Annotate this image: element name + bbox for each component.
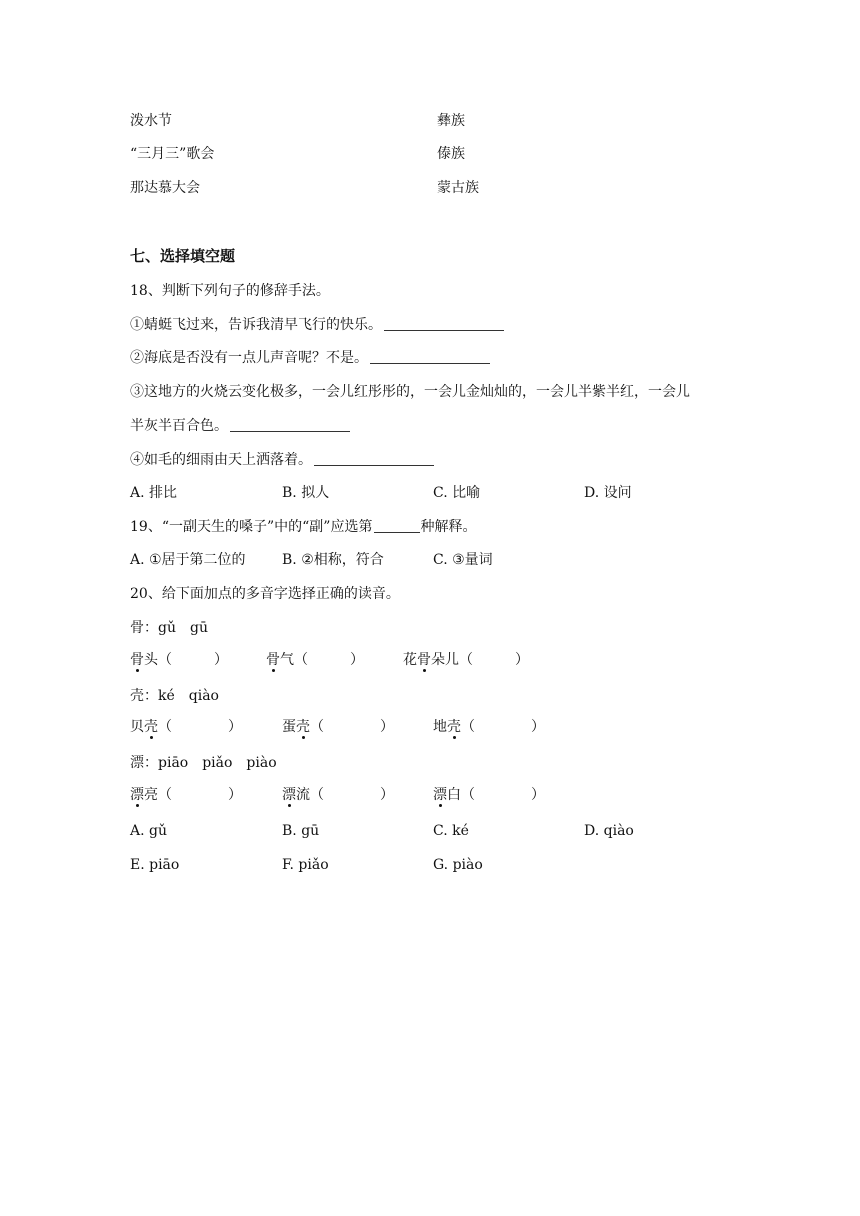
match-left-2: “三月三”歌会 bbox=[130, 146, 215, 162]
q19-blank[interactable] bbox=[374, 518, 420, 533]
q18-sentence-4 bbox=[130, 450, 434, 470]
dotted-char: 骨 bbox=[417, 652, 431, 668]
q20-ke-word-1[interactable] bbox=[130, 717, 242, 737]
q20-piao-label: 漂：piāo piǎo piào bbox=[130, 755, 277, 771]
dotted-char: 骨 bbox=[266, 652, 280, 668]
q18-s4-text: ④如毛的细雨由天上洒落着。 bbox=[130, 452, 312, 468]
q20-ke-label: 壳：ké qiào bbox=[130, 688, 219, 704]
word-pre: 花 bbox=[403, 652, 417, 668]
dotted-char: 骨 bbox=[130, 652, 144, 668]
section-title: 七、选择填空题 bbox=[130, 247, 236, 265]
q20-ke-word-2[interactable] bbox=[282, 717, 394, 737]
q18-sentence-1 bbox=[130, 315, 504, 335]
match-right-2: 傣族 bbox=[437, 146, 465, 162]
word-post: 气（ ） bbox=[280, 652, 364, 668]
match-right-3: 蒙古族 bbox=[437, 180, 479, 196]
q20-piao-word-2[interactable] bbox=[282, 785, 394, 805]
q18-s2-blank[interactable] bbox=[370, 349, 490, 364]
q18-sentence-3b bbox=[130, 416, 350, 436]
word-post: 亮（ ） bbox=[144, 787, 242, 803]
q20-option-c[interactable]: C. ké bbox=[433, 823, 469, 839]
q18-option-d[interactable]: D. 设问 bbox=[584, 485, 632, 501]
q20-option-d[interactable]: D. qiào bbox=[584, 823, 634, 839]
word-post: （ ） bbox=[158, 719, 242, 735]
word-post: 流（ ） bbox=[296, 787, 394, 803]
q20-gu-label: 骨：gǔ gū bbox=[130, 620, 208, 636]
q20-stem: 20、给下面加点的多音字选择正确的读音。 bbox=[130, 586, 400, 602]
q20-option-g[interactable]: G. piào bbox=[433, 857, 483, 873]
q20-option-f[interactable]: F. piǎo bbox=[282, 857, 329, 873]
dotted-char: 壳 bbox=[144, 719, 158, 735]
word-post: 朵儿（ ） bbox=[431, 652, 529, 668]
word-post: 白（ ） bbox=[447, 787, 545, 803]
word-post: （ ） bbox=[461, 719, 545, 735]
q20-gu-word-1[interactable] bbox=[130, 650, 228, 670]
dotted-char: 漂 bbox=[433, 787, 447, 803]
dotted-char: 漂 bbox=[130, 787, 144, 803]
q19-option-a[interactable]: A. ①居于第二位的 bbox=[130, 552, 246, 568]
q18-s1-text: ①蜻蜓飞过来，告诉我清早飞行的快乐。 bbox=[130, 317, 382, 333]
match-right-1: 彝族 bbox=[437, 113, 465, 129]
q20-option-a[interactable]: A. gǔ bbox=[130, 823, 167, 839]
q19-stem bbox=[130, 517, 476, 537]
dotted-char: 壳 bbox=[296, 719, 310, 735]
q18-s3-blank[interactable] bbox=[230, 417, 350, 432]
q19-option-c[interactable]: C. ③量词 bbox=[433, 552, 493, 568]
q20-piao-word-1[interactable] bbox=[130, 785, 242, 805]
q18-s1-blank[interactable] bbox=[384, 316, 504, 331]
match-left-1: 泼水节 bbox=[130, 113, 172, 129]
dotted-char: 壳 bbox=[447, 719, 461, 735]
q20-option-e[interactable]: E. piāo bbox=[130, 857, 180, 873]
word-post: 头（ ） bbox=[144, 652, 228, 668]
q18-s4-blank[interactable] bbox=[314, 451, 434, 466]
q18-option-c[interactable]: C. 比喻 bbox=[433, 485, 481, 501]
q19-stem-a: 19、“一副天生的嗓子”中的“副”应选第 bbox=[130, 519, 373, 535]
dotted-char: 漂 bbox=[282, 787, 296, 803]
word-post: （ ） bbox=[310, 719, 394, 735]
word-pre: 蛋 bbox=[282, 719, 296, 735]
q19-stem-b: 种解释。 bbox=[420, 519, 477, 535]
q18-sentence-3a: ③这地方的火烧云变化极多，一会儿红彤彤的，一会儿金灿灿的，一会儿半紫半红，一会儿 bbox=[130, 384, 690, 400]
q20-piao-word-3[interactable] bbox=[433, 785, 545, 805]
q20-gu-word-2[interactable] bbox=[266, 650, 364, 670]
q18-stem: 18、判断下列句子的修辞手法。 bbox=[130, 283, 330, 299]
q20-option-b[interactable]: B. gū bbox=[282, 823, 320, 839]
q18-sentence-2 bbox=[130, 348, 490, 368]
word-pre: 地 bbox=[433, 719, 447, 735]
match-left-3: 那达慕大会 bbox=[130, 180, 200, 196]
word-pre: 贝 bbox=[130, 719, 144, 735]
q18-s2-text: ②海底是否没有一点儿声音呢？不是。 bbox=[130, 350, 368, 366]
q18-option-b[interactable]: B. 拟人 bbox=[282, 485, 330, 501]
q18-option-a[interactable]: A. 排比 bbox=[130, 485, 178, 501]
q18-s3-text: 半灰半百合色。 bbox=[130, 418, 228, 434]
q20-ke-word-3[interactable] bbox=[433, 717, 545, 737]
q19-option-b[interactable]: B. ②相称，符合 bbox=[282, 552, 384, 568]
q20-gu-word-3[interactable] bbox=[403, 650, 529, 670]
